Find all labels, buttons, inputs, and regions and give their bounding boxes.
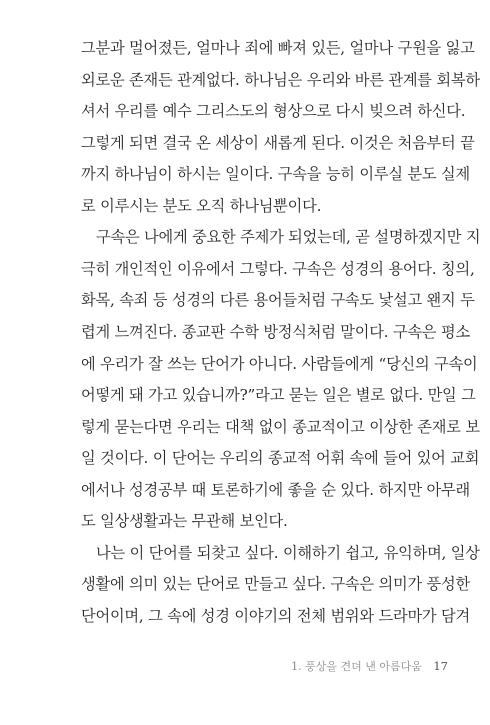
text-line: 셔서 우리를 예수 그리스도의 형상으로 다시 빚으려 하신다. bbox=[81, 102, 466, 121]
text-line: 나는 이 단어를 되찾고 싶다. 이해하기 쉽고, 유익하며, 일상 bbox=[96, 543, 480, 562]
page-footer bbox=[291, 658, 448, 674]
text-line: 극히 개인적인 이유에서 그렇다. 구속은 성경의 용어다. 칭의, bbox=[81, 259, 475, 278]
text-line: 렵게 느껴진다. 종교판 수학 방정식처럼 말이다. 구속은 평소 bbox=[81, 322, 470, 341]
text-line: 그렇게 되면 결국 온 세상이 새롭게 된다. 이것은 처음부터 끝 bbox=[81, 133, 475, 152]
text-line: 도 일상생활과는 무관해 보인다. bbox=[81, 512, 288, 531]
text-line: 일 것이다. 이 단어는 우리의 종교적 어휘 속에 들어 있어 교회 bbox=[81, 449, 480, 468]
page-number: 17 bbox=[433, 659, 448, 673]
text-line: 생활에 의미 있는 단어로 만들고 싶다. 구속은 의미가 풍성한 bbox=[81, 575, 470, 594]
text-line: 단어이며, 그 속에 성경 이야기의 전체 범위와 드라마가 담겨 bbox=[81, 606, 470, 625]
text-line: 에 우리가 잘 쓰는 단어가 아니다. 사람들에게 “당신의 구속이 bbox=[81, 354, 478, 373]
running-chapter-title: 1. 풍상을 견뎌 낸 아름다움 bbox=[291, 660, 422, 673]
text-line: 화목, 속죄 등 성경의 다른 용어들처럼 구속도 낯설고 왠지 두 bbox=[81, 291, 475, 310]
text-line: 구속은 나에게 중요한 주제가 되었는데, 곧 설명하겠지만 지 bbox=[96, 228, 481, 247]
text-line: 그분과 멀어졌든, 얼마나 죄에 빠져 있든, 얼마나 구원을 잃고 bbox=[81, 39, 475, 57]
text-line: 외로운 존재든 관계없다. 하나님은 우리와 바른 관계를 회복하 bbox=[81, 70, 480, 89]
text-line: 에서나 성경공부 때 토론하기에 좋을 순 있다. 하지만 아무래 bbox=[81, 480, 470, 499]
text-line: 렇게 묻는다면 우리는 대책 없이 종교적이고 이상한 존재로 보 bbox=[81, 417, 480, 436]
text-line: 어떻게 돼 가고 있습니까?”라고 묻는 일은 별로 없다. 만일 그 bbox=[81, 386, 476, 405]
text-line: 까지 하나님이 하시는 일이다. 구속을 능히 이루실 분도 실제 bbox=[81, 165, 470, 184]
text-line: 로 이루시는 분도 오직 하나님뿐이다. bbox=[81, 196, 322, 215]
